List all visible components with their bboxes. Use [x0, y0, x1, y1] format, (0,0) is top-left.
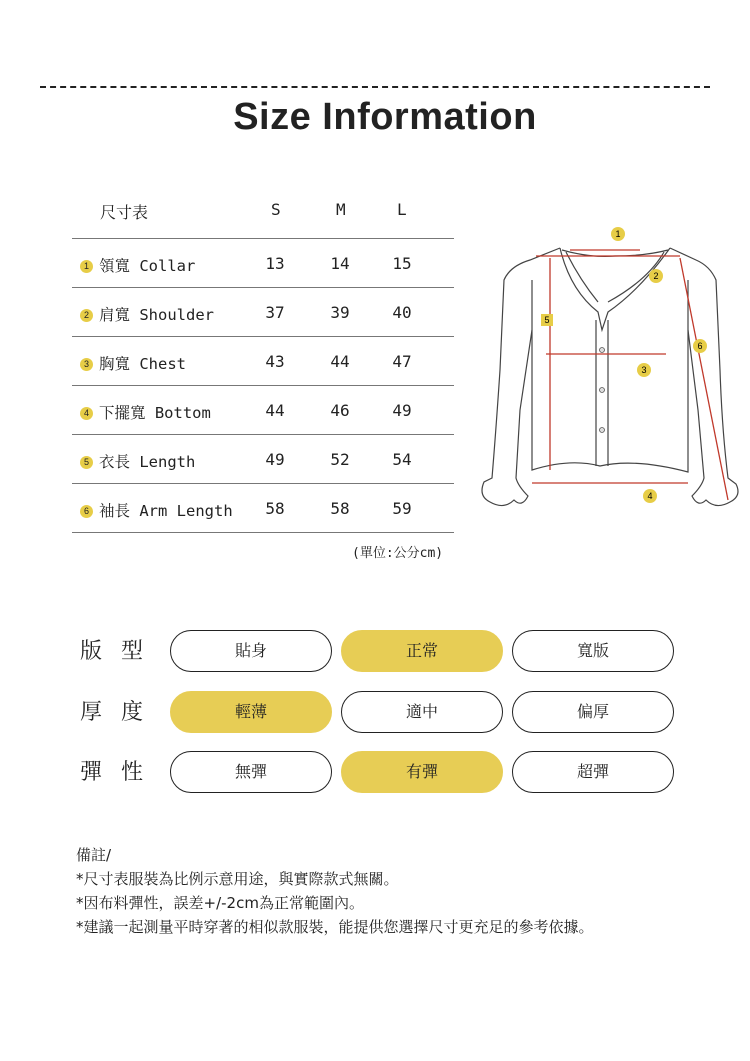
- row-label-text: 下擺寬 Bottom: [99, 404, 211, 422]
- option-pill: 超彈: [512, 751, 674, 793]
- size-value: 44: [265, 401, 285, 420]
- svg-text:6: 6: [697, 341, 703, 351]
- size-value: 14: [330, 254, 350, 273]
- option-pill: 適中: [341, 691, 503, 733]
- size-value: 47: [392, 352, 412, 371]
- shirt-outline: [482, 248, 738, 506]
- option-pill: 無彈: [170, 751, 332, 793]
- row-label-text: 衣長 Length: [99, 453, 196, 471]
- size-value: 13: [265, 254, 285, 273]
- option-pill: 有彈: [341, 751, 503, 793]
- size-value: 37: [265, 303, 285, 322]
- note-line: *建議一起測量平時穿著的相似款服裝，能提供您選擇尺寸更充足的參考依據。: [76, 918, 594, 936]
- row-label: [80, 303, 214, 325]
- size-value: 39: [330, 303, 350, 322]
- option-label: 彈 性: [80, 760, 149, 785]
- size-value: 49: [392, 401, 412, 420]
- row-number-badge: 2: [80, 309, 93, 322]
- svg-text:1: 1: [615, 229, 621, 239]
- option-pill: 輕薄: [170, 691, 332, 733]
- row-label: [80, 254, 195, 276]
- size-value: 43: [265, 352, 285, 371]
- row-label: [80, 352, 186, 374]
- notes-heading: 備註/: [76, 846, 112, 864]
- size-value: 59: [392, 499, 412, 518]
- table-row: [72, 238, 454, 287]
- size-value: 44: [330, 352, 350, 371]
- row-number-badge: 4: [80, 407, 93, 420]
- note-line: *尺寸表服裝為比例示意用途，與實際款式無關。: [76, 870, 399, 888]
- header-size-chart: 尺寸表: [100, 203, 149, 222]
- svg-text:4: 4: [647, 491, 653, 501]
- row-label: [80, 401, 211, 423]
- page-title: Size Information: [233, 96, 537, 138]
- row-label: [80, 450, 195, 472]
- header-m: M: [336, 200, 346, 219]
- option-label: 版 型: [80, 639, 149, 664]
- table-header: [72, 190, 454, 238]
- option-pill: 寬版: [512, 630, 674, 672]
- row-label-text: 肩寬 Shoulder: [99, 306, 214, 324]
- row-number-badge: 3: [80, 358, 93, 371]
- size-value: 54: [392, 450, 412, 469]
- table-row: [72, 385, 454, 434]
- size-value: 58: [330, 499, 350, 518]
- note-line: *因布料彈性，誤差+/-2cm為正常範圍內。: [76, 894, 364, 912]
- option-pill: 正常: [341, 630, 503, 672]
- header-s: S: [271, 200, 281, 219]
- row-label-text: 袖長 Arm Length: [99, 502, 233, 520]
- svg-text:5: 5: [544, 315, 550, 325]
- garment-diagram: [470, 220, 740, 520]
- option-pill: 偏厚: [512, 691, 674, 733]
- dashed-divider: [40, 86, 710, 88]
- svg-text:2: 2: [653, 271, 659, 281]
- table-row: [72, 287, 454, 336]
- notes: [76, 843, 594, 939]
- svg-text:3: 3: [641, 365, 647, 375]
- size-value: 52: [330, 450, 350, 469]
- unit-note: (單位:公分cm): [352, 546, 444, 561]
- table-row: [72, 434, 454, 483]
- row-label: [80, 499, 233, 521]
- option-pill: 貼身: [170, 630, 332, 672]
- row-label-text: 胸寬 Chest: [99, 355, 186, 373]
- size-value: 49: [265, 450, 285, 469]
- option-label: 厚 度: [80, 700, 149, 725]
- buttons: [600, 348, 605, 433]
- row-number-badge: 1: [80, 260, 93, 273]
- size-value: 15: [392, 254, 412, 273]
- table-row: [72, 336, 454, 385]
- size-value: 46: [330, 401, 350, 420]
- size-value: 40: [392, 303, 412, 322]
- size-value: 58: [265, 499, 285, 518]
- header-l: L: [397, 200, 407, 219]
- size-table: [72, 190, 454, 533]
- row-number-badge: 5: [80, 456, 93, 469]
- table-row: [72, 483, 454, 533]
- row-label-text: 領寬 Collar: [99, 257, 196, 275]
- row-number-badge: 6: [80, 505, 93, 518]
